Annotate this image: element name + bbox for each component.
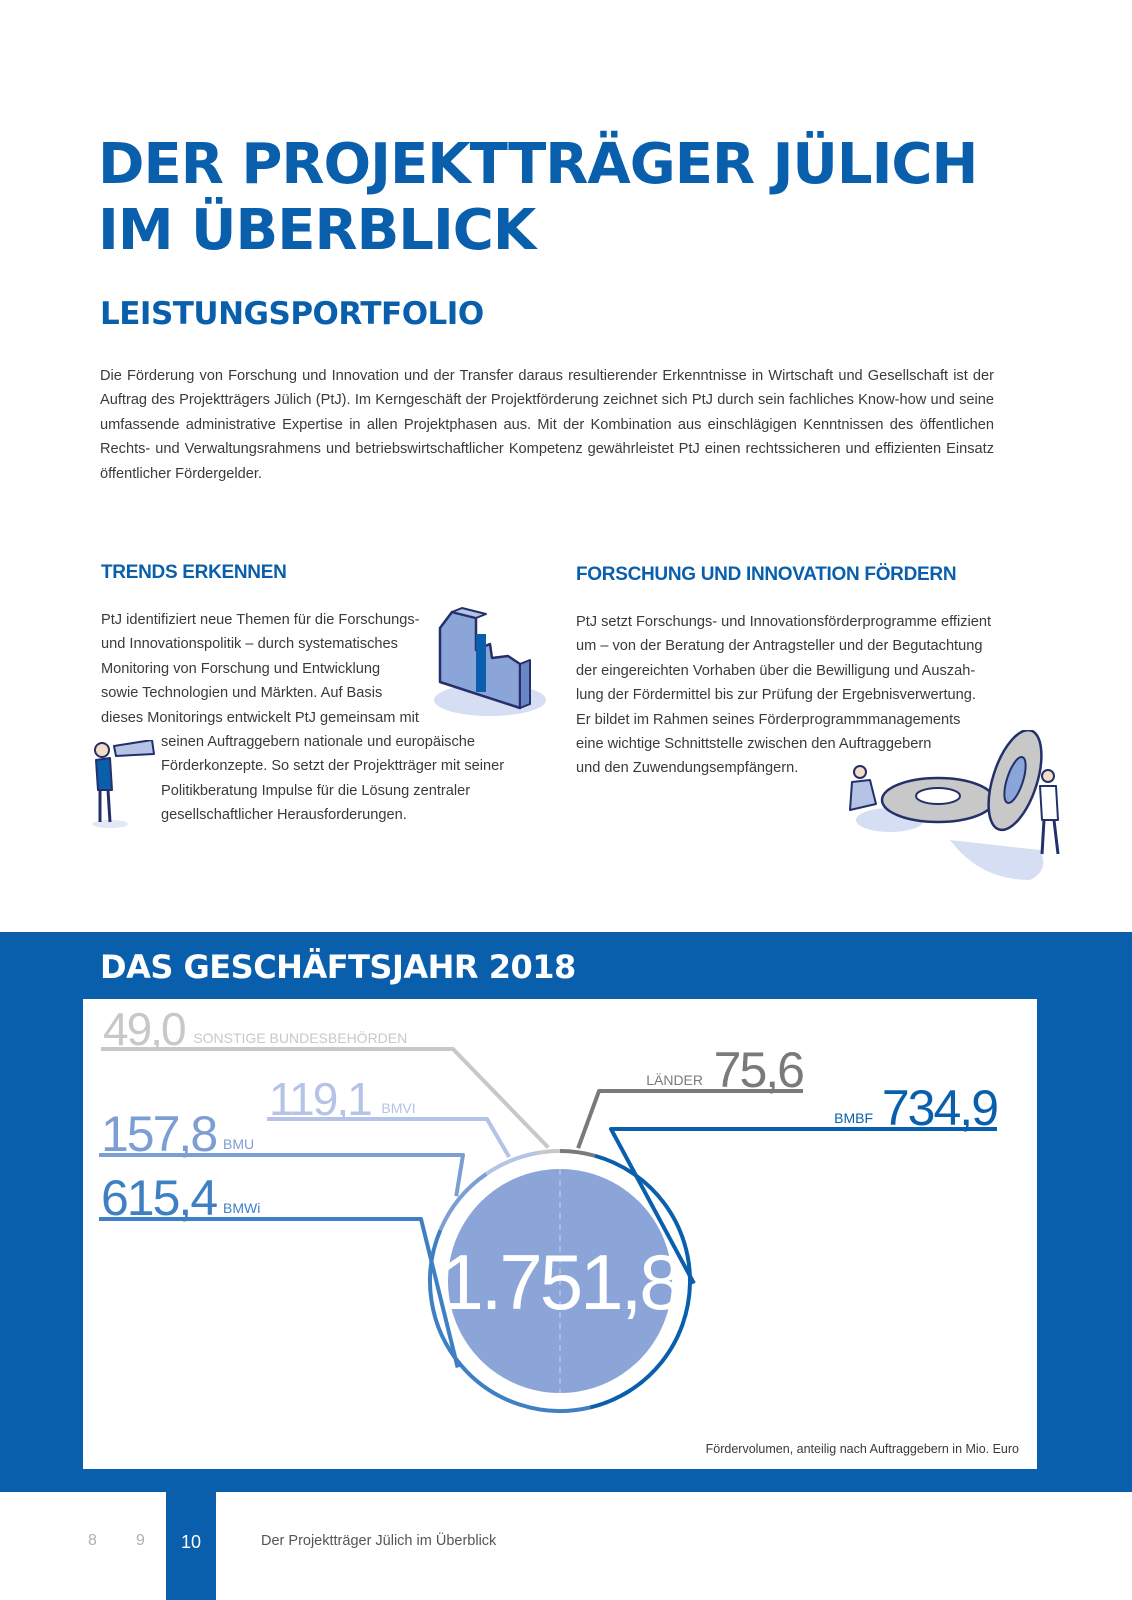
footer-page-10: 10 bbox=[180, 1532, 202, 1552]
right-line: lung der Fördermittel bis zur Prüfung der Ergebnisverwertung. bbox=[576, 687, 976, 704]
right-line: Er bildet im Rahmen seines Förderprogrammmanagements bbox=[576, 711, 961, 728]
value-bmvi: 119,1 bbox=[269, 1073, 371, 1125]
right-line: und den Zuwendungsempfängern. bbox=[576, 760, 799, 777]
value-länder: 75,6 bbox=[713, 1042, 803, 1098]
right-line: PtJ setzt Forschungs- und Innovationsförderprogramme effizient bbox=[576, 614, 992, 630]
fiscal-year-title: DAS GESCHÄFTSJAHR 2018 bbox=[100, 948, 576, 986]
left-line: und Innovationspolitik – durch systematisches bbox=[101, 636, 398, 653]
total-value: 1.751,8 bbox=[440, 1238, 680, 1326]
leader-line-länder bbox=[578, 1091, 803, 1148]
value-bmu: 157,8 bbox=[101, 1106, 217, 1162]
right-line: der eingereichten Vorhaben über die Bewilligung und Auszah- bbox=[576, 662, 976, 679]
right-column-heading: FORSCHUNG UND INNOVATION FÖRDERN bbox=[576, 564, 957, 585]
label-bmu: BMU bbox=[223, 1136, 255, 1152]
footer-page-9[interactable]: 9 bbox=[136, 1532, 145, 1549]
funding-chart bbox=[83, 999, 1037, 1469]
footer-page-8[interactable]: 8 bbox=[88, 1532, 97, 1549]
leader-line-bmwi bbox=[99, 1219, 458, 1368]
left-line: Monitoring von Forschung und Entwicklung bbox=[101, 660, 381, 677]
ring-segment-länder bbox=[560, 1151, 595, 1156]
title-line-1: DER PROJEKTTRÄGER JÜLICH bbox=[98, 132, 978, 197]
label-sonstige-bundesbehörden: SONSTIGE BUNDESBEHÖRDEN bbox=[193, 1030, 408, 1046]
footer-current-page[interactable] bbox=[166, 1492, 216, 1600]
chart-caption: Fördervolumen, anteilig nach Auftraggebern in Mio. Euro bbox=[705, 1442, 1019, 1456]
value-bmbf: 734,9 bbox=[881, 1080, 997, 1136]
right-line: um – von der Beratung der Antragsteller und der Begutachtung bbox=[576, 638, 983, 655]
label-länder: LÄNDER bbox=[646, 1072, 703, 1088]
ring-segment-bmvi bbox=[486, 1153, 537, 1174]
value-sonstige-bundesbehörden: 49,0 bbox=[103, 1003, 185, 1055]
gears-illustration bbox=[830, 730, 1070, 890]
footer-label: Der Projektträger Jülich im Überblick bbox=[261, 1533, 497, 1549]
intro-paragraph: Die Förderung von Forschung und Innovation und der Transfer daraus resultierender Erkenntnisse in Wirtschaft und Gesellschaft ist der Auftrag des Projektträgers Jülich (PtJ). Im Kerngeschäft der Projektförderung zeichnet sich PtJ durch sein fachliches Know-how und seine umfassende administrative Expertise in allen Projektphasen aus. Mit der Kombination aus einschlägigen Kenntnissen des öffentlichen Rechts- und Verwaltungsrahmens und betriebswirtschaftlicher Kompetenz gewährleistet PtJ einen rechtssicheren und effizienten Einsatz öffentlicher Fördergelder. bbox=[100, 368, 994, 482]
label-bmbf: BMBF bbox=[834, 1110, 873, 1126]
left-line: PtJ identifiziert neue Themen für die Forschungs- bbox=[101, 612, 420, 628]
value-bmwi: 615,4 bbox=[101, 1170, 217, 1226]
left-line: sowie Technologien und Märkten. Auf Basis bbox=[101, 685, 383, 702]
section-subtitle: LEISTUNGSPORTFOLIO bbox=[100, 296, 484, 332]
page-title bbox=[98, 132, 998, 264]
left-column-heading: TRENDS ERKENNEN bbox=[101, 562, 287, 583]
right-line: eine wichtige Schnittstelle zwischen den Auftraggebern bbox=[576, 736, 932, 753]
left-line: gesellschaftlicher Herausforderungen. bbox=[161, 807, 407, 824]
ring-segment-sonstige-bundesbehörden bbox=[537, 1151, 560, 1153]
telescope-man-illustration bbox=[88, 740, 164, 830]
left-line: dieses Monitorings entwickelt PtJ gemeinsam mit bbox=[101, 709, 419, 726]
left-line: Förderkonzepte. So setzt der Projektträger mit seiner bbox=[161, 758, 505, 775]
chart-panel bbox=[83, 999, 1037, 1469]
label-bmwi: BMWi bbox=[223, 1200, 261, 1216]
label-bmvi: BMVI bbox=[381, 1100, 416, 1116]
title-line-2: IM ÜBERBLICK bbox=[98, 198, 536, 263]
trend-chart-illustration bbox=[432, 604, 552, 720]
left-line: Politikberatung Impulse für die Lösung zentraler bbox=[161, 782, 471, 799]
left-line: seinen Auftraggebern nationale und europäische bbox=[161, 734, 476, 751]
